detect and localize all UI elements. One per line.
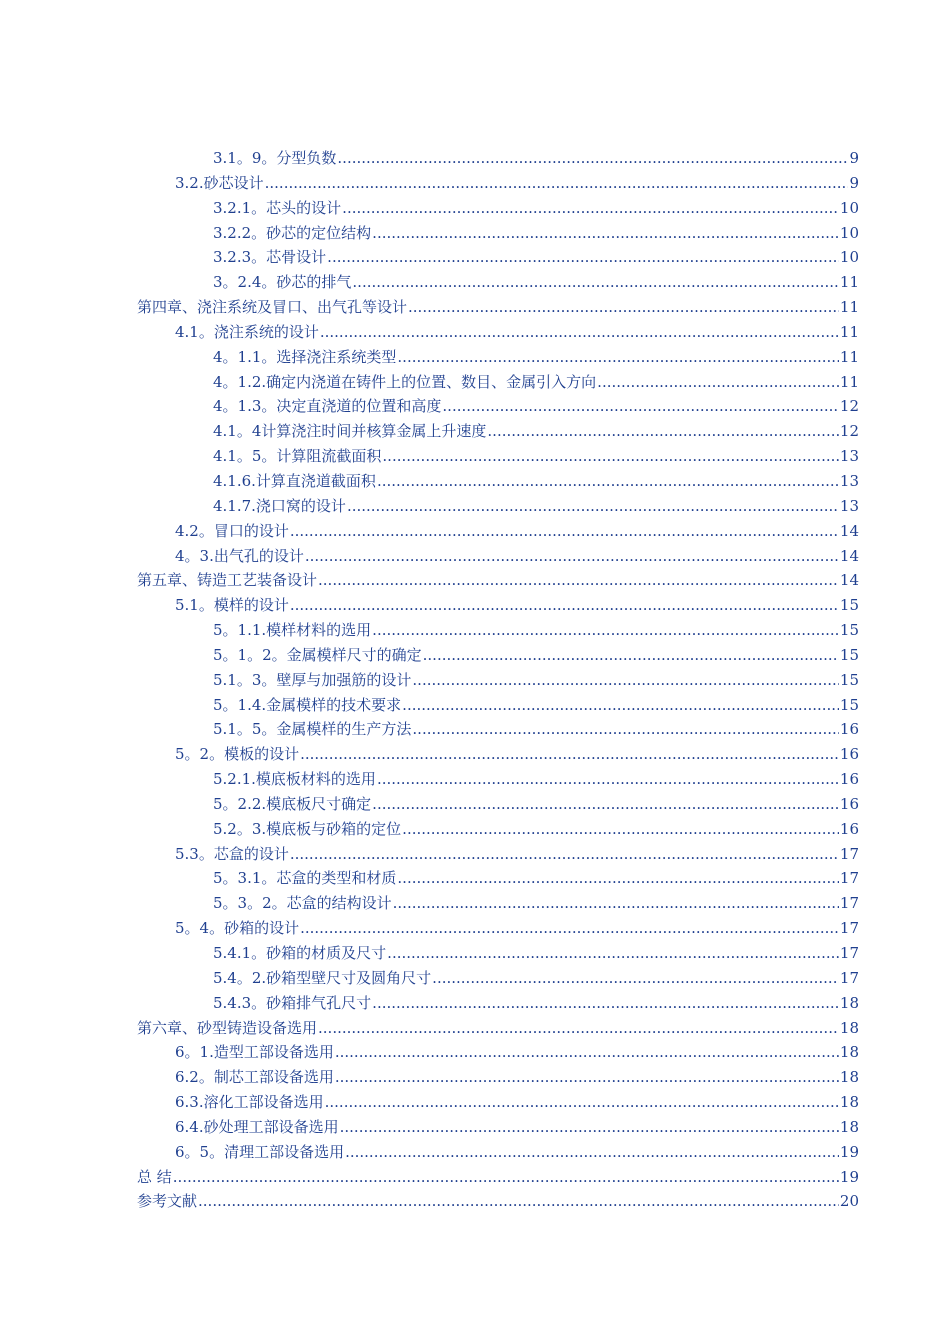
toc-dot-leader — [345, 1143, 839, 1161]
toc-dot-leader — [372, 224, 839, 242]
toc-entry-page-number: 13 — [839, 471, 859, 490]
toc-dot-leader — [318, 571, 839, 589]
toc-entry[interactable] — [137, 1116, 859, 1141]
toc-dot-leader — [402, 696, 839, 714]
toc-entry-page-number: 14 — [839, 521, 859, 540]
toc-entry-title: 5.1。模样的设计 — [175, 596, 289, 615]
toc-entry[interactable] — [137, 197, 859, 222]
toc-entry[interactable] — [137, 594, 859, 619]
toc-dot-leader — [347, 497, 839, 515]
toc-entry-title: 4。1.1。选择浇注系统类型 — [213, 347, 397, 366]
toc-entry-page-number: 10 — [839, 198, 859, 217]
toc-entry-page-number: 17 — [839, 968, 859, 987]
toc-dot-leader — [402, 820, 839, 838]
toc-dot-leader — [377, 472, 839, 490]
toc-entry-page-number: 17 — [839, 869, 859, 888]
toc-dot-leader — [290, 522, 839, 540]
toc-entry-page-number: 16 — [839, 819, 859, 838]
toc-entry-page-number: 13 — [839, 496, 859, 515]
toc-dot-leader — [423, 646, 839, 664]
toc-entry-page-number: 13 — [839, 447, 859, 466]
toc-entry-page-number: 20 — [839, 1192, 859, 1211]
toc-entry-title: 5.4.3。砂箱排气孔尺寸 — [213, 993, 372, 1012]
toc-entry-title: 4。1.3。决定直浇道的位置和高度 — [213, 397, 442, 416]
toc-entry[interactable] — [137, 992, 859, 1017]
toc-entry[interactable] — [137, 768, 859, 793]
toc-entry[interactable] — [137, 694, 859, 719]
toc-dot-leader — [337, 149, 848, 167]
toc-entry-page-number: 12 — [839, 422, 859, 441]
toc-entry[interactable] — [137, 321, 859, 346]
toc-dot-leader — [335, 1068, 839, 1086]
toc-dot-leader — [290, 596, 839, 614]
toc-entry[interactable] — [137, 942, 859, 967]
toc-entry-title: 第六章、砂型铸造设备选用 — [137, 1018, 318, 1037]
toc-entry-title: 4。1.2.确定内浇道在铸件上的位置、数目、金属引入方向 — [213, 372, 597, 391]
toc-entry-page-number: 11 — [839, 322, 859, 341]
toc-entry-title: 3.2.3。芯骨设计 — [213, 248, 327, 267]
toc-entry-title: 5.4。2.砂箱型壁尺寸及圆角尺寸 — [213, 968, 432, 987]
toc-entry[interactable] — [137, 545, 859, 570]
toc-entry-title: 4。3.出气孔的设计 — [175, 546, 304, 565]
toc-entry[interactable] — [137, 147, 859, 172]
toc-dot-leader — [597, 373, 839, 391]
toc-dot-leader — [173, 1168, 839, 1186]
toc-entry[interactable] — [137, 1141, 859, 1166]
toc-dot-leader — [408, 298, 839, 316]
toc-entry-title: 参考文献 — [137, 1192, 198, 1211]
toc-entry[interactable] — [137, 1166, 859, 1191]
toc-dot-leader — [290, 845, 839, 863]
toc-entry-title: 5。3.1。芯盒的类型和材质 — [213, 869, 397, 888]
toc-entry[interactable] — [137, 1041, 859, 1066]
toc-entry[interactable] — [137, 1091, 859, 1116]
toc-entry[interactable] — [137, 172, 859, 197]
toc-entry[interactable] — [137, 967, 859, 992]
toc-entry-title: 5.1。5。金属模样的生产方法 — [213, 720, 412, 739]
toc-entry-title: 5。1。2。金属模样尺寸的确定 — [213, 645, 422, 664]
toc-dot-leader — [372, 994, 839, 1012]
toc-entry-title: 5。4。砂箱的设计 — [175, 919, 300, 938]
toc-entry-title: 4.2。冒口的设计 — [175, 521, 289, 540]
toc-dot-leader — [318, 1019, 839, 1037]
toc-entry-title: 6.3.溶化工部设备选用 — [175, 1093, 324, 1112]
toc-entry-title: 6。1.造型工部设备选用 — [175, 1043, 334, 1062]
toc-entry-title: 3.1。9。分型负数 — [213, 149, 337, 167]
toc-entry-page-number: 18 — [839, 1018, 859, 1037]
toc-entry-title: 4.1。5。计算阻流截面积 — [213, 447, 382, 466]
toc-entry-title: 5。2.2.模底板尺寸确定 — [213, 794, 372, 813]
toc-entry[interactable] — [137, 644, 859, 669]
toc-entry-page-number: 18 — [839, 1093, 859, 1112]
toc-dot-leader — [377, 770, 839, 788]
toc-entry-page-number: 17 — [839, 844, 859, 863]
toc-entry-title: 4.1。4计算浇注时间并核算金属上升速度 — [213, 422, 487, 441]
toc-entry-title: 3.2.砂芯设计 — [175, 173, 264, 192]
toc-entry[interactable] — [137, 867, 859, 892]
toc-entry-page-number: 12 — [839, 397, 859, 416]
toc-dot-leader — [432, 969, 839, 987]
toc-dot-leader — [487, 422, 839, 440]
toc-entry-page-number: 11 — [839, 347, 859, 366]
toc-dot-leader — [397, 348, 839, 366]
toc-dot-leader — [352, 273, 839, 291]
toc-entry-title: 4.1。浇注系统的设计 — [175, 322, 319, 341]
toc-entry-page-number: 19 — [839, 1167, 859, 1186]
toc-entry[interactable] — [137, 296, 859, 321]
toc-dot-leader — [198, 1192, 839, 1210]
toc-dot-leader — [372, 795, 839, 813]
toc-dot-leader — [342, 199, 839, 217]
toc-entry-page-number: 17 — [839, 894, 859, 913]
toc-entry-title: 5。3。2。芯盒的结构设计 — [213, 894, 392, 913]
toc-entry[interactable] — [137, 917, 859, 942]
toc-dot-leader — [393, 894, 839, 912]
toc-dot-leader — [305, 547, 839, 565]
toc-dot-leader — [412, 720, 839, 738]
toc-entry[interactable] — [137, 470, 859, 495]
toc-entry-title: 第五章、铸造工艺装备设计 — [137, 571, 318, 590]
toc-entry[interactable] — [137, 669, 859, 694]
toc-dot-leader — [325, 1093, 839, 1111]
toc-entry[interactable] — [137, 271, 859, 296]
toc-dot-leader — [397, 869, 839, 887]
toc-entry-page-number: 18 — [839, 1043, 859, 1062]
toc-entry[interactable] — [137, 619, 859, 644]
toc-entry-page-number: 16 — [839, 770, 859, 789]
toc-entry[interactable] — [137, 718, 859, 743]
toc-entry[interactable] — [137, 1190, 859, 1215]
toc-dot-leader — [300, 745, 839, 763]
toc-entry-page-number: 18 — [839, 1117, 859, 1136]
toc-entry-page-number: 10 — [839, 248, 859, 267]
toc-entry-title: 5.2。3.模底板与砂箱的定位 — [213, 819, 402, 838]
toc-entry-page-number: 18 — [839, 993, 859, 1012]
toc-entry[interactable] — [137, 222, 859, 247]
toc-entry-page-number: 9 — [849, 149, 859, 167]
toc-entry-title: 6。5。清理工部设备选用 — [175, 1142, 345, 1161]
toc-dot-leader — [265, 174, 849, 192]
toc-entry[interactable] — [137, 743, 859, 768]
toc-entry[interactable] — [137, 371, 859, 396]
toc-dot-leader — [372, 621, 839, 639]
toc-entry-title: 5.2.1.模底板材料的选用 — [213, 770, 376, 789]
toc-entry-page-number: 14 — [839, 546, 859, 565]
toc-entry-title: 4.1.7.浇口窝的设计 — [213, 496, 346, 515]
toc-entry-page-number: 9 — [849, 173, 859, 192]
toc-entry-title: 5。1.4.金属模样的技术要求 — [213, 695, 402, 714]
toc-entry[interactable] — [137, 420, 859, 445]
toc-entry-page-number: 16 — [839, 745, 859, 764]
toc-entry-page-number: 10 — [839, 223, 859, 242]
toc-entry-title: 4.1.6.计算直浇道截面积 — [213, 471, 376, 490]
toc-entry[interactable] — [137, 843, 859, 868]
toc-entry-page-number: 15 — [839, 645, 859, 664]
toc-dot-leader — [412, 671, 839, 689]
toc-entry[interactable] — [137, 395, 859, 420]
toc-entry[interactable] — [137, 1017, 859, 1042]
table-of-contents — [137, 147, 859, 1215]
toc-dot-leader — [442, 397, 839, 415]
toc-entry[interactable] — [137, 495, 859, 520]
toc-entry-page-number: 11 — [839, 273, 859, 292]
toc-entry[interactable] — [137, 520, 859, 545]
toc-entry-page-number: 11 — [839, 298, 859, 317]
toc-entry[interactable] — [137, 1066, 859, 1091]
toc-dot-leader — [335, 1043, 839, 1061]
toc-entry-page-number: 15 — [839, 670, 859, 689]
toc-entry-title: 5.3。芯盒的设计 — [175, 844, 289, 863]
toc-entry-page-number: 19 — [839, 1142, 859, 1161]
toc-entry-title: 第四章、浇注系统及冒口、出气孔等设计 — [137, 298, 408, 317]
toc-entry-page-number: 15 — [839, 621, 859, 640]
toc-entry[interactable] — [137, 892, 859, 917]
toc-entry-title: 5.4.1。砂箱的材质及尺寸 — [213, 944, 387, 962]
toc-dot-leader — [340, 1118, 839, 1136]
toc-entry-title: 总 结 — [137, 1167, 172, 1186]
toc-entry-page-number: 16 — [839, 794, 859, 813]
toc-dot-leader — [300, 919, 839, 937]
toc-entry-page-number: 17 — [839, 919, 859, 938]
toc-entry[interactable] — [137, 445, 859, 470]
toc-entry-title: 5.1。3。壁厚与加强筋的设计 — [213, 670, 412, 689]
toc-entry-title: 6.2。制芯工部设备选用 — [175, 1068, 334, 1087]
toc-dot-leader — [387, 944, 839, 962]
toc-entry[interactable] — [137, 569, 859, 594]
toc-entry-page-number: 15 — [839, 596, 859, 615]
toc-entry-title: 5。2。模板的设计 — [175, 745, 300, 764]
toc-entry-page-number: 17 — [839, 944, 859, 962]
toc-entry-page-number: 16 — [839, 720, 859, 739]
toc-entry-title: 5。1.1.模样材料的选用 — [213, 621, 372, 640]
toc-entry-page-number: 15 — [839, 695, 859, 714]
toc-entry-title: 3。2.4。砂芯的排气 — [213, 273, 352, 292]
toc-entry-title: 3.2.2。砂芯的定位结构 — [213, 223, 372, 242]
toc-entry-page-number: 11 — [839, 372, 859, 391]
toc-entry[interactable] — [137, 818, 859, 843]
toc-entry[interactable] — [137, 793, 859, 818]
toc-entry-title: 6.4.砂处理工部设备选用 — [175, 1117, 339, 1136]
toc-entry[interactable] — [137, 246, 859, 271]
toc-dot-leader — [327, 248, 839, 266]
toc-dot-leader — [382, 447, 839, 465]
toc-entry-page-number: 18 — [839, 1068, 859, 1087]
toc-dot-leader — [320, 323, 839, 341]
toc-entry-title: 3.2.1。芯头的设计 — [213, 198, 342, 217]
toc-entry-page-number: 14 — [839, 571, 859, 590]
toc-entry[interactable] — [137, 346, 859, 371]
